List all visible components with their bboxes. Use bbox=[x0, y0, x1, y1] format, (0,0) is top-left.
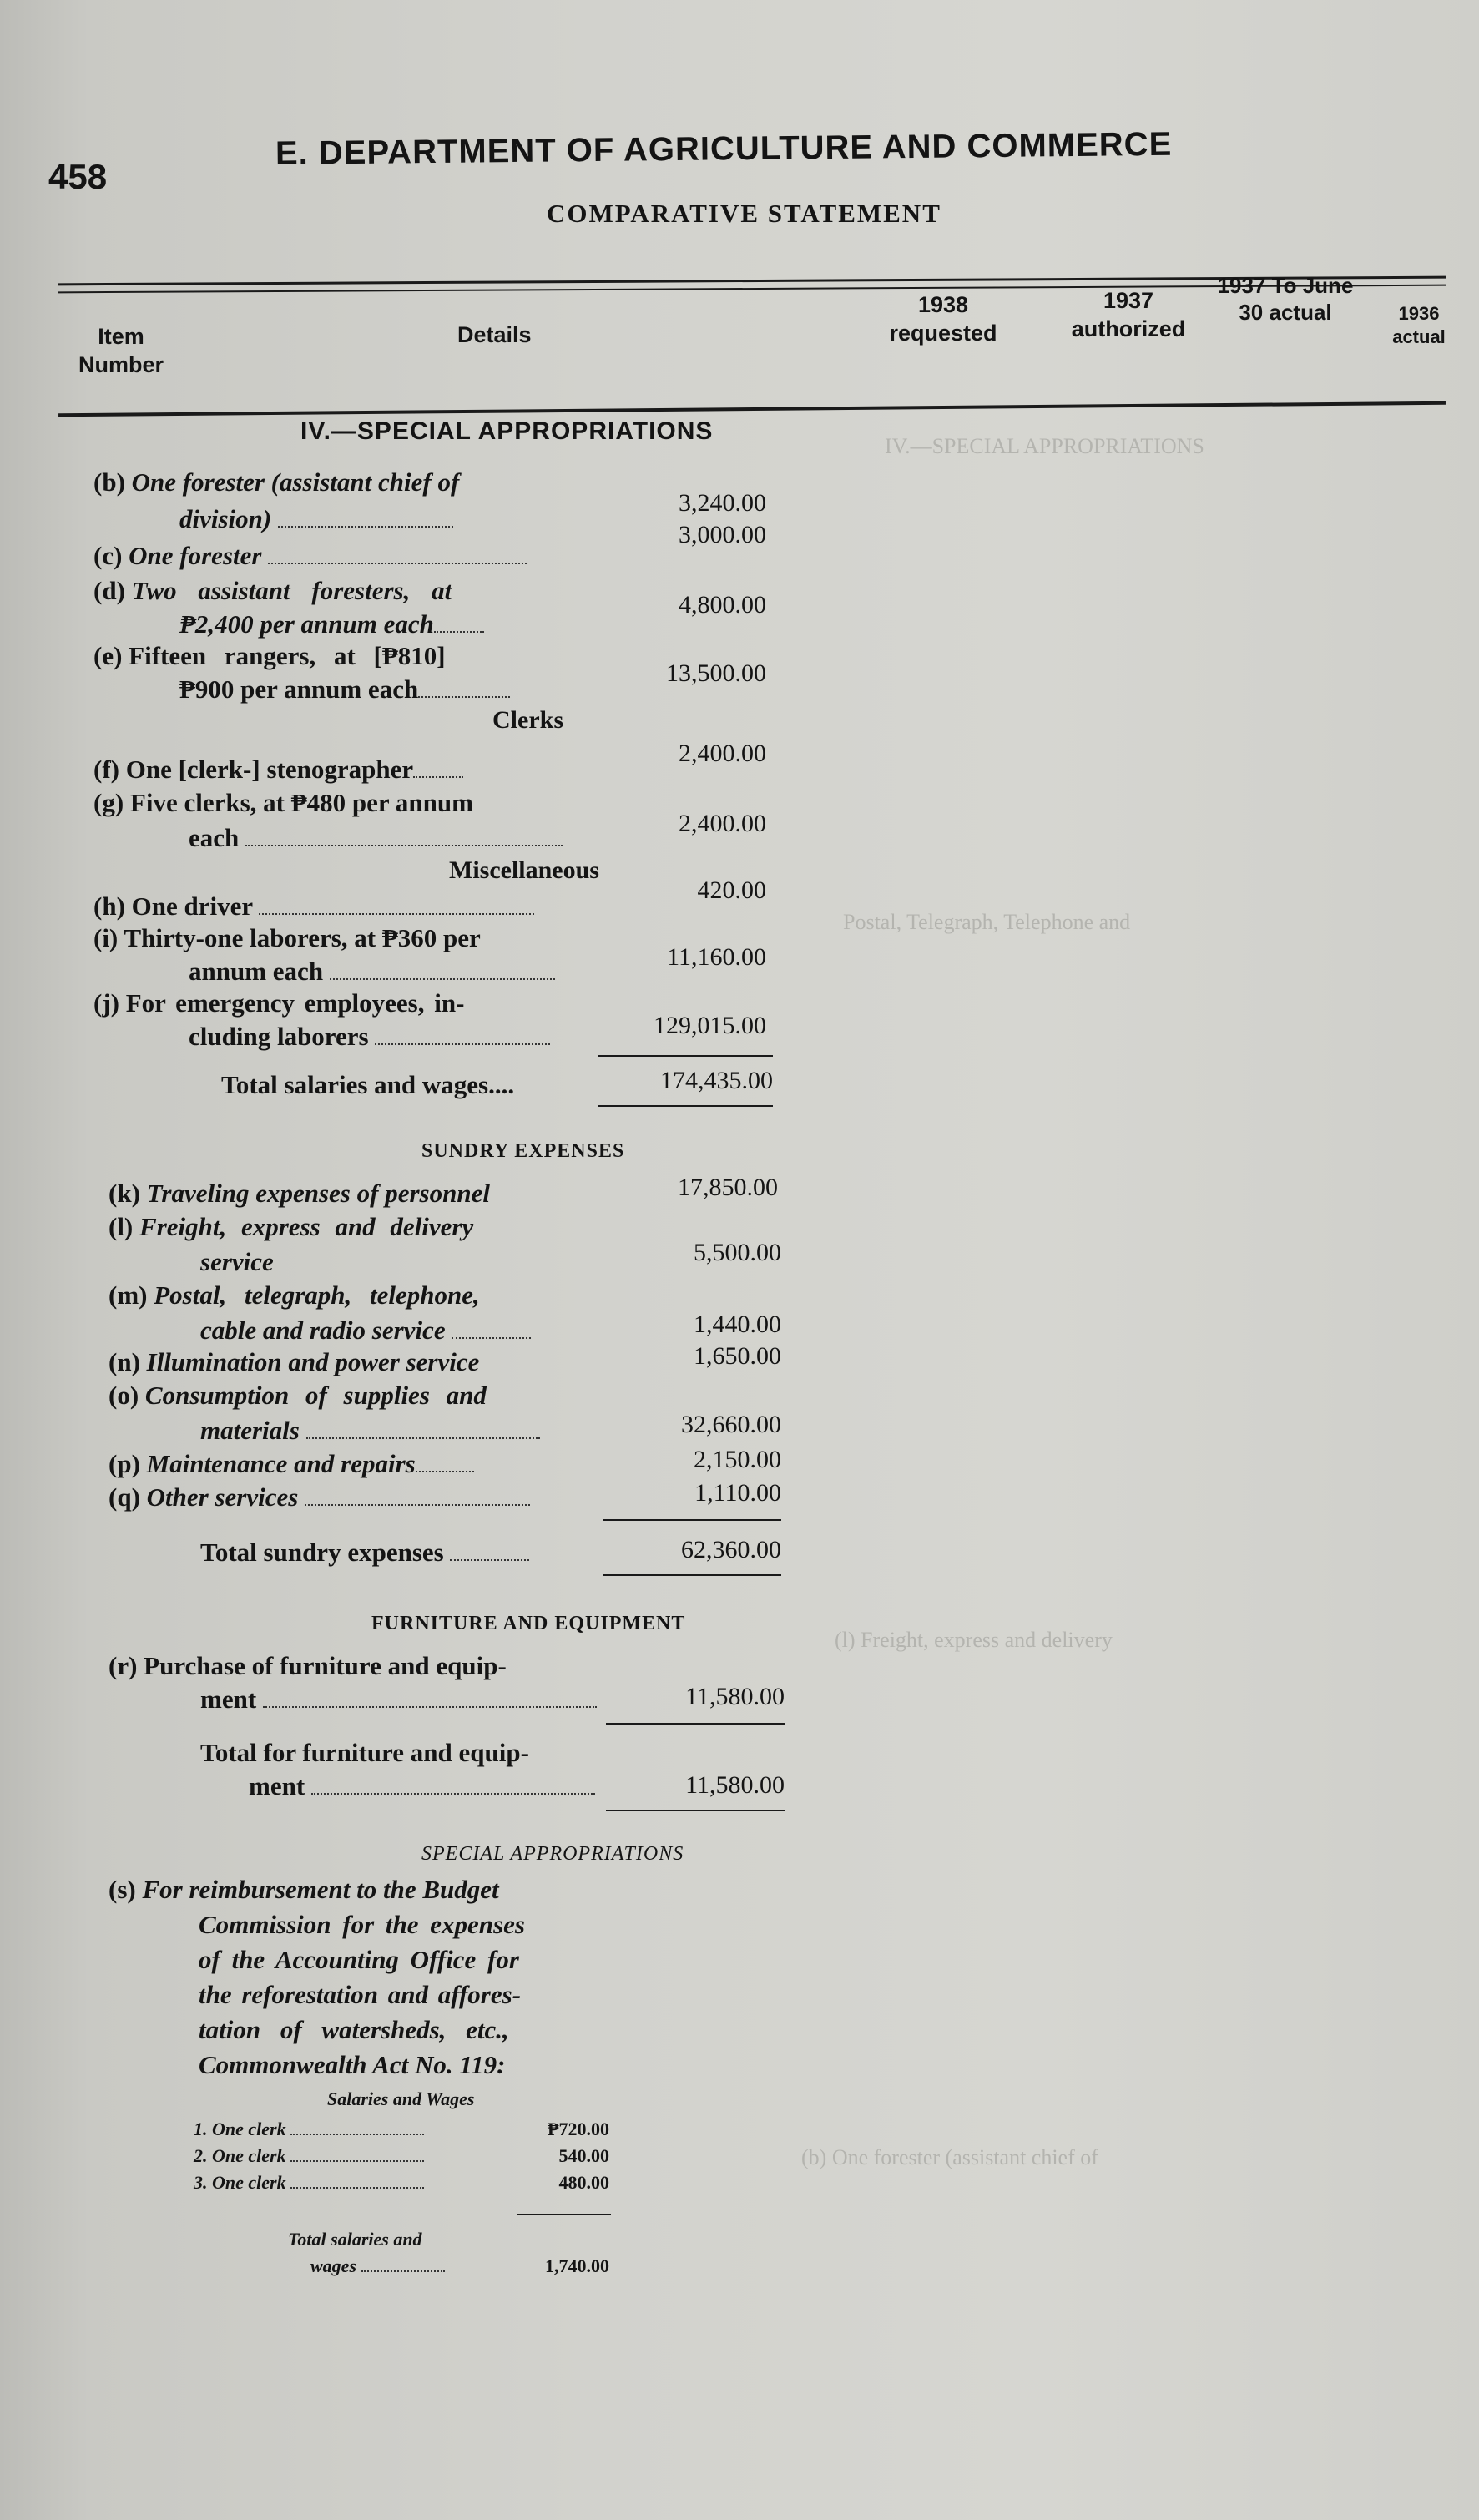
rule bbox=[606, 1810, 785, 1811]
item-i-line-1: Thirty-one laborers, at ₱360 per bbox=[124, 923, 481, 952]
item-b-letter: (b) bbox=[93, 467, 125, 497]
leader-dots bbox=[311, 1793, 595, 1795]
amount-d: 4,800.00 bbox=[679, 591, 766, 619]
item-e bbox=[93, 641, 446, 671]
special-total-line-1: Total salaries and bbox=[288, 2229, 422, 2250]
special-item-3-amount: 480.00 bbox=[558, 2172, 609, 2193]
leader-dots bbox=[263, 1706, 597, 1708]
leader-dots bbox=[305, 1504, 530, 1506]
leader-dots bbox=[278, 526, 453, 528]
item-i-line-2-row bbox=[189, 957, 555, 987]
item-n bbox=[109, 1347, 479, 1377]
item-b-line-2-row bbox=[179, 504, 453, 534]
amount-l: 5,500.00 bbox=[694, 1239, 781, 1266]
item-d-letter: (d) bbox=[93, 576, 125, 605]
item-o-line-1: Consumption of supplies and bbox=[144, 1381, 487, 1410]
amount-m: 1,440.00 bbox=[694, 1311, 781, 1338]
item-h bbox=[93, 891, 534, 922]
item-c-line-1: One forester bbox=[129, 541, 262, 570]
item-k-line-1: Traveling expenses of personnel bbox=[146, 1179, 490, 1208]
col-item-number: Item Number bbox=[78, 324, 164, 377]
leader-dots bbox=[375, 1043, 550, 1045]
item-q bbox=[109, 1482, 530, 1513]
item-p-letter: (p) bbox=[109, 1449, 140, 1478]
item-r-line-2-row bbox=[200, 1684, 597, 1715]
item-f-line-1: One [clerk-] stenographer bbox=[125, 755, 414, 784]
total-furniture-line-2: ment bbox=[249, 1771, 305, 1800]
rule bbox=[603, 1519, 781, 1521]
special-item-2-label: 2. One clerk bbox=[194, 2145, 286, 2166]
leader-dots bbox=[416, 1471, 474, 1472]
amount-k: 17,850.00 bbox=[678, 1174, 778, 1201]
department-title: E. DEPARTMENT OF AGRICULTURE AND COMMERCE bbox=[275, 125, 1173, 172]
item-l-line-2-row bbox=[200, 1247, 274, 1277]
amount-o: 32,660.00 bbox=[681, 1411, 781, 1438]
special-item-2 bbox=[194, 2145, 424, 2167]
amount-e: 13,500.00 bbox=[666, 659, 766, 687]
total-furniture-line-2-row bbox=[249, 1771, 595, 1801]
item-i-letter: (i) bbox=[93, 923, 119, 952]
statement-title: COMPARATIVE STATEMENT bbox=[547, 199, 941, 228]
item-s-line-3: of the Accounting Office for bbox=[199, 1945, 519, 1974]
item-o bbox=[109, 1381, 487, 1411]
leader-dots bbox=[361, 2270, 445, 2272]
total-sundry-amount: 62,360.00 bbox=[681, 1536, 781, 1563]
item-f bbox=[93, 755, 463, 785]
item-e-line-2-row bbox=[179, 674, 510, 704]
item-d-line-1: Two assistant foresters, at bbox=[131, 576, 452, 605]
item-h-letter: (h) bbox=[93, 891, 125, 921]
sub-heading-misc: Miscellaneous bbox=[449, 856, 599, 884]
document-page: IV.—SPECIAL APPROPRIATIONS Postal, Telegraph, Telephone and (l) Freight, express and delivery (b) One forester (assistant chief of 458 E. DEPARTMENT OF AGRICULTURE AND COMMERCE COMPARATIVE STATEMENT Item Number Details 1938 requested 1937 authorized 1937 To June 30 actual 1936 actual IV.—SPECIAL APPROPRIATIONS (b) One forester (assistant chief of division) 3,240.00 (c) One forester 3,000.00 (d) Two assistant foresters, at ₱2,400 per annum each 4,800.00 (e) Fifteen rangers, at [₱810] ₱900 per annum each 13,500.00 Clerks (f) One [clerk-] stenographer 2,400.00 (g) Five clerks, at ₱480 per annum each 2,400.00 Miscellaneous (h) One driver 420.00 (i) Thirty-one laborers, at ₱360 per annum each 11,160.00 (j) For emergency employees, in- cluding laborers 129,015.00 Total salaries and wages.... 174,435.00 SUNDRY EXPENSES (k) Traveling expenses of personnel 17,850.00 (l) Freight, express and delivery service 5,500.00 (m) Postal, telegraph, telephone, cable and radio service 1,440.00 (n) Illumination and power service 1,650.00 (o) Consumption of supplies and materials 32,660.00 (p) Maintenance and repairs 2,150.00 (q) Other services 1,110.00 Total sundry expenses 62,360.00 FURNITURE AND EQUIPMENT (r) Purchase of furniture and equip- ment 11,580.00 Total for furniture and equip- ment 11,580.00 SPECIAL APPROPRIATIONS (s) For reimbursement to the Budget Commission for the expenses of the Accounting Office for the reforestation and affores- tation of watersheds, etc., Commonwealth Act No. 119: Salaries and Wages 1. One clerk ₱720.00 2. One clerk 540.00 3. One clerk 480.00 Total salaries and wages 1,740.00 bbox=[0, 0, 1479, 2520]
special-item-1-label: 1. One clerk bbox=[194, 2119, 286, 2139]
item-e-line-1: Fifteen rangers, at [₱810] bbox=[129, 641, 446, 670]
total-sundry-label: Total sundry expenses bbox=[200, 1538, 444, 1567]
item-l bbox=[109, 1212, 473, 1242]
total-salaries-amount: 174,435.00 bbox=[660, 1067, 773, 1094]
item-i bbox=[93, 923, 481, 953]
item-d-line-2-row bbox=[179, 609, 484, 639]
amount-n: 1,650.00 bbox=[694, 1342, 781, 1370]
item-j-letter: (j) bbox=[93, 988, 119, 1018]
item-g-line-2-row bbox=[189, 823, 563, 853]
item-s bbox=[109, 1875, 499, 1905]
leader-dots bbox=[290, 2187, 424, 2189]
rule bbox=[598, 1055, 773, 1057]
item-r-line-1: Purchase of furniture and equip- bbox=[144, 1651, 507, 1680]
col-1937-actual: 1937 To June 30 actual bbox=[1217, 273, 1354, 325]
col-1937-authorized: 1937 authorized bbox=[1071, 288, 1186, 341]
amount-i: 11,160.00 bbox=[667, 943, 766, 971]
item-f-letter: (f) bbox=[93, 755, 119, 784]
leader-dots bbox=[245, 845, 563, 846]
special-item-1-amount: ₱720.00 bbox=[548, 2119, 609, 2139]
special-heading: SPECIAL APPROPRIATIONS bbox=[421, 1843, 684, 1865]
special-total-amount: 1,740.00 bbox=[545, 2255, 609, 2276]
rule bbox=[517, 2214, 611, 2215]
sundry-heading: SUNDRY EXPENSES bbox=[421, 1140, 625, 1162]
item-r bbox=[109, 1651, 507, 1681]
item-b-line-1: One forester (assistant chief of bbox=[131, 467, 460, 497]
leader-dots bbox=[259, 913, 534, 915]
amount-j: 129,015.00 bbox=[654, 1012, 766, 1039]
leader-dots bbox=[290, 2134, 424, 2135]
rule bbox=[603, 1574, 781, 1576]
item-q-letter: (q) bbox=[109, 1482, 140, 1512]
total-furniture-amount: 11,580.00 bbox=[685, 1771, 785, 1799]
item-s-line-6: Commonwealth Act No. 119: bbox=[199, 2050, 506, 2079]
item-l-line-2: service bbox=[200, 1247, 274, 1276]
item-r-letter: (r) bbox=[109, 1651, 138, 1680]
amount-c: 3,000.00 bbox=[679, 521, 766, 548]
item-s-letter: (s) bbox=[109, 1875, 136, 1904]
col-details: Details bbox=[457, 322, 532, 347]
item-p-line-1: Maintenance and repairs bbox=[146, 1449, 416, 1478]
item-g-letter: (g) bbox=[93, 788, 124, 817]
item-c bbox=[93, 541, 527, 571]
item-g-line-1: Five clerks, at ₱480 per annum bbox=[129, 788, 473, 817]
special-sub-heading: Salaries and Wages bbox=[327, 2088, 475, 2109]
total-sundry-row bbox=[200, 1538, 529, 1568]
item-m-line-2: cable and radio service bbox=[200, 1316, 446, 1345]
item-s-line-2: Commission for the expenses bbox=[199, 1910, 525, 1939]
item-b bbox=[93, 467, 459, 497]
leader-dots bbox=[290, 2160, 424, 2162]
amount-g: 2,400.00 bbox=[679, 810, 766, 837]
item-k-letter: (k) bbox=[109, 1179, 140, 1208]
leader-dots bbox=[450, 1559, 529, 1561]
item-p bbox=[109, 1449, 474, 1479]
amount-b: 3,240.00 bbox=[679, 489, 766, 517]
leader-dots bbox=[434, 631, 484, 633]
leader-dots bbox=[452, 1337, 531, 1339]
item-n-letter: (n) bbox=[109, 1347, 140, 1376]
item-j bbox=[93, 988, 464, 1018]
item-s-line-4: the reforestation and affores- bbox=[199, 1980, 522, 2009]
item-m-line-2-row bbox=[200, 1316, 531, 1346]
item-j-line-1: For emergency employees, in- bbox=[125, 988, 465, 1018]
leader-dots bbox=[330, 978, 555, 980]
item-s-line-1: For reimbursement to the Budget bbox=[142, 1875, 499, 1904]
item-l-letter: (l) bbox=[109, 1212, 134, 1241]
item-e-letter: (e) bbox=[93, 641, 123, 670]
item-o-letter: (o) bbox=[109, 1381, 139, 1410]
item-d bbox=[93, 576, 452, 606]
item-n-line-1: Illumination and power service bbox=[146, 1347, 480, 1376]
special-total-line-2: wages bbox=[310, 2255, 356, 2276]
page-number: 458 bbox=[48, 157, 108, 196]
rule bbox=[606, 1723, 785, 1725]
item-d-line-2: ₱2,400 per annum each bbox=[179, 609, 434, 639]
amount-r: 11,580.00 bbox=[685, 1683, 785, 1710]
item-e-line-2: ₱900 per annum each bbox=[179, 674, 419, 704]
leader-dots bbox=[306, 1437, 540, 1439]
item-m-line-1: Postal, telegraph, telephone, bbox=[154, 1280, 480, 1310]
item-s-line-5: tation of watersheds, etc., bbox=[199, 2015, 509, 2044]
sub-heading-clerks: Clerks bbox=[492, 706, 563, 734]
item-o-line-2-row bbox=[200, 1416, 540, 1446]
item-m bbox=[109, 1280, 480, 1311]
special-item-3 bbox=[194, 2172, 424, 2194]
header-rule-bottom bbox=[58, 401, 1446, 417]
section-heading: IV.—SPECIAL APPROPRIATIONS bbox=[300, 417, 714, 445]
col-1936-actual: 1936 actual bbox=[1392, 303, 1446, 347]
item-b-line-2: division) bbox=[179, 504, 272, 533]
furniture-heading: FURNITURE AND EQUIPMENT bbox=[371, 1613, 686, 1634]
item-m-letter: (m) bbox=[109, 1280, 148, 1310]
special-item-2-amount: 540.00 bbox=[558, 2145, 609, 2166]
item-c-letter: (c) bbox=[93, 541, 123, 570]
item-j-line-2-row bbox=[189, 1022, 550, 1052]
total-furniture-line-1: Total for furniture and equip- bbox=[200, 1738, 529, 1767]
amount-h: 420.00 bbox=[697, 876, 766, 904]
item-i-line-2: annum each bbox=[189, 957, 324, 986]
item-g bbox=[93, 788, 473, 818]
item-q-line-1: Other services bbox=[146, 1482, 299, 1512]
leader-dots bbox=[418, 696, 510, 698]
item-r-line-2: ment bbox=[200, 1684, 257, 1714]
rule bbox=[598, 1105, 773, 1107]
total-salaries-label: Total salaries and wages.... bbox=[221, 1070, 515, 1099]
amount-q: 1,110.00 bbox=[694, 1479, 781, 1507]
item-h-line-1: One driver bbox=[131, 891, 253, 921]
special-total-line-2-row bbox=[310, 2255, 445, 2277]
amount-p: 2,150.00 bbox=[694, 1446, 781, 1473]
item-o-line-2: materials bbox=[200, 1416, 300, 1445]
leader-dots bbox=[268, 563, 527, 564]
special-item-3-label: 3. One clerk bbox=[194, 2172, 286, 2193]
item-g-line-2: each bbox=[189, 823, 240, 852]
special-item-1 bbox=[194, 2119, 424, 2140]
leader-dots bbox=[413, 776, 463, 778]
amount-f: 2,400.00 bbox=[679, 740, 766, 767]
item-j-line-2: cluding laborers bbox=[189, 1022, 369, 1051]
item-k bbox=[109, 1179, 490, 1209]
item-l-line-1: Freight, express and delivery bbox=[139, 1212, 474, 1241]
col-1938-requested: 1938 requested bbox=[889, 292, 997, 346]
